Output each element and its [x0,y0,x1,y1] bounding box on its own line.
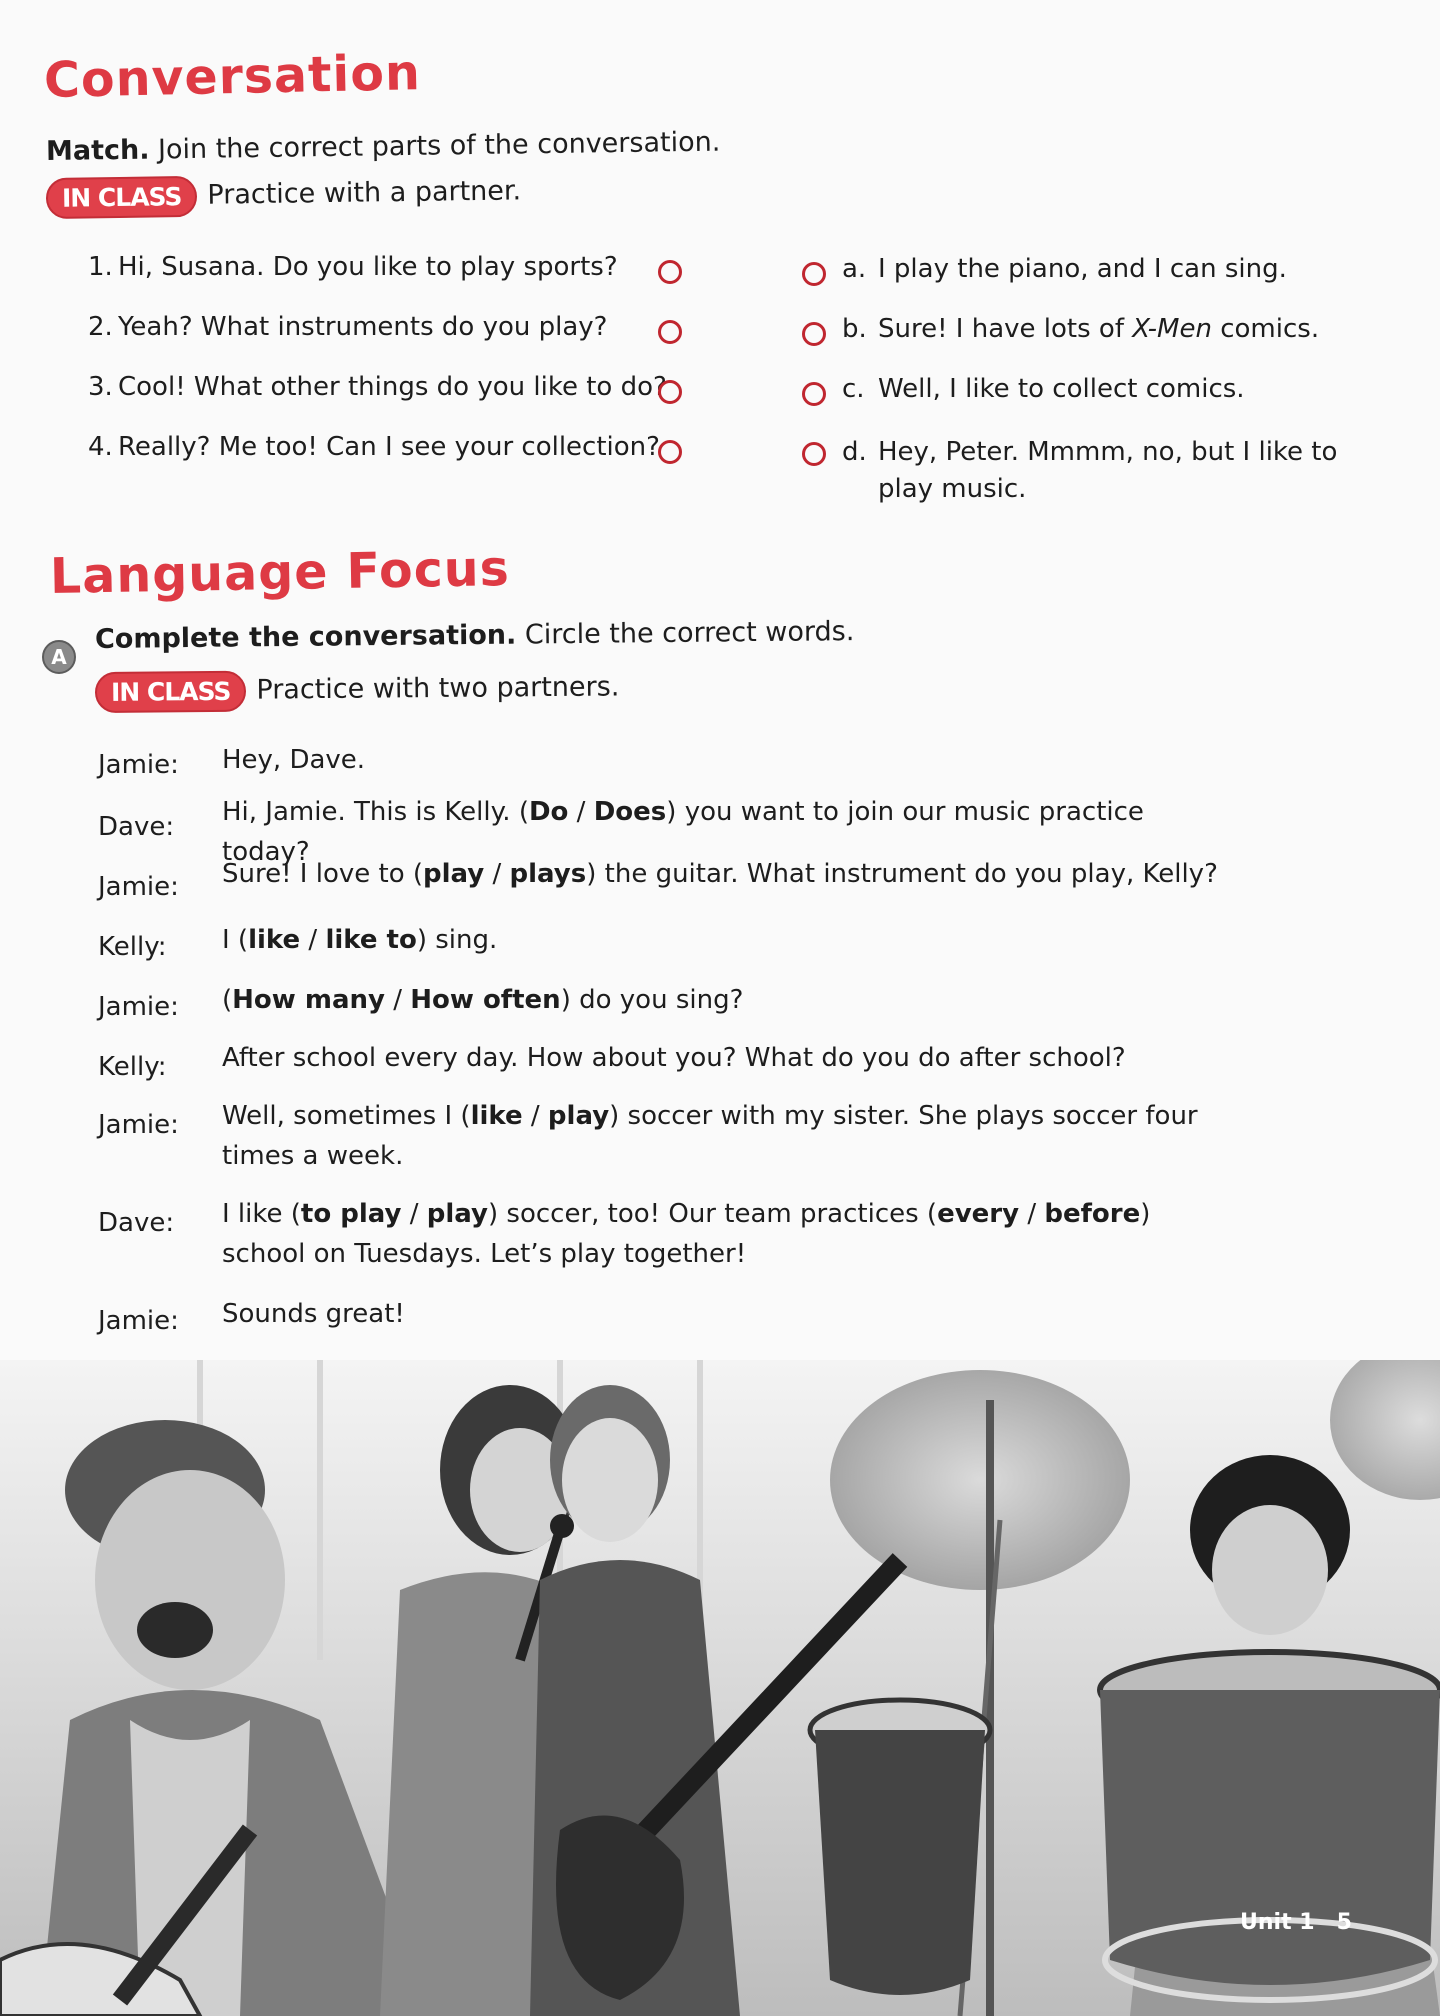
question-number: 3. [88,372,113,402]
line-text: I like ( [222,1199,301,1229]
question-text: Yeah? What instruments do you play? [118,312,608,342]
choice-option[interactable]: like [470,1101,523,1131]
line-text: ) soccer with my sister. She plays soccer four times a week. [222,1101,1198,1171]
practice-instruction [46,171,522,219]
dialogue-line [222,1294,1222,1334]
match-dot-d[interactable] [802,442,826,466]
line-text: / [384,985,411,1015]
answer-letter: d. [842,437,867,467]
line-text: Well, sometimes I ( [222,1101,471,1131]
conversation-title: Conversation [43,44,422,109]
line-text: ) soccer, too! Our team practices ( [488,1199,938,1229]
choice-option[interactable]: How often [410,985,561,1015]
question-1 [88,252,618,282]
speaker: Jamie: [98,1306,179,1336]
answer-text: I play the piano, and I can sing. [878,254,1287,284]
question-text: Cool! What other things do you like to do? [118,372,667,402]
choice-option[interactable]: Does [593,797,667,827]
dialogue-line [222,1194,1212,1274]
band-photo [0,1360,1440,2016]
band-photo-illustration [0,1360,1440,2016]
line-text: ) the guitar. What instrument do you play, Kelly? [586,859,1218,889]
question-4 [88,432,660,462]
line-text: ) do you sing? [560,985,744,1015]
choice-option[interactable]: like to [325,925,417,955]
question-3 [88,372,667,402]
complete-text: Circle the correct words. [516,616,855,651]
line-text: / [300,925,326,955]
dialogue-line [222,980,1222,1020]
line-text: Hi, Jamie. This is Kelly. ( [222,797,529,827]
speaker: Jamie: [98,872,179,902]
practice-instruction-2 [95,667,620,713]
speaker: Dave: [98,812,175,842]
line-text: Hey, Dave. [222,745,366,775]
line-text: ) school on Tuesdays. Let’s play together! [222,1199,1151,1269]
line-text: / [401,1199,427,1229]
choice-option[interactable]: How many [232,985,385,1015]
match-dot-q4[interactable] [658,440,682,464]
choice-option[interactable]: before [1044,1199,1141,1229]
line-text: ( [222,985,233,1015]
choice-option[interactable]: play [547,1101,610,1131]
question-number: 1. [88,252,113,282]
dialogue-line [222,1096,1212,1176]
speaker: Kelly: [98,932,167,962]
choice-option[interactable]: Do [528,797,569,827]
question-text: Really? Me too! Can I see your collection? [118,432,660,462]
match-dot-a[interactable] [802,262,826,286]
choice-option[interactable]: every [937,1199,1020,1229]
line-text: / [568,797,594,827]
match-text: Join the correct parts of the conversation. [149,126,721,166]
line-text: ) you want to join our music practice today? [222,797,1144,867]
match-dot-q3[interactable] [658,380,682,404]
match-dot-c[interactable] [802,382,826,406]
answer-text-line2: play music. [878,474,1027,504]
question-number: 4. [88,432,113,462]
dialogue-line [222,1038,1222,1078]
answer-letter: b. [842,314,867,344]
exercise-a-marker: A [42,640,76,674]
in-class-badge: IN CLASS [95,671,247,713]
answer-text: Well, I like to collect comics. [878,374,1245,404]
answer-a [842,254,1287,284]
unit-label: Unit 1 [1240,1910,1315,1935]
line-text: Sure! I love to ( [222,859,424,889]
choice-option[interactable]: plays [509,859,587,889]
language-focus-title: Language Focus [49,539,511,605]
dialogue-line [222,740,1222,780]
speaker: Jamie: [98,1110,179,1140]
match-dot-b[interactable] [802,322,826,346]
speaker: Dave: [98,1208,175,1238]
line-text: I ( [222,925,249,955]
answer-text: Sure! I have lots of [878,314,1133,344]
choice-option[interactable]: to play [300,1199,402,1229]
speaker: Jamie: [98,750,179,780]
answer-c [842,374,1245,404]
line-text: ) sing. [416,925,498,955]
in-class-badge: IN CLASS [46,176,198,219]
practice-text: Practice with a partner. [207,175,522,211]
complete-bold: Complete the conversation. [94,619,517,655]
answer-text: Hey, Peter. Mmmm, no, but I like to [878,437,1338,467]
answer-italic: X-Men [1132,314,1212,344]
question-text: Hi, Susana. Do you like to play sports? [118,252,618,282]
question-number: 2. [88,312,113,342]
dialogue-line [222,920,1222,960]
match-dot-q2[interactable] [658,320,682,344]
answer-text: comics. [1211,314,1320,344]
choice-option[interactable]: play [426,1199,488,1229]
line-text: / [522,1101,548,1131]
practice-text: Practice with two partners. [256,671,620,706]
match-bold: Match. [45,134,150,167]
answer-d [842,434,1337,508]
question-2 [88,312,607,342]
speaker: Kelly: [98,1052,167,1082]
page-footer [1240,1910,1352,1935]
answer-letter: c. [842,374,865,404]
answer-letter: a. [842,254,867,284]
choice-option[interactable]: play [423,859,485,889]
answer-b [842,314,1319,344]
page-number: 5 [1336,1910,1352,1935]
line-text: / [484,859,510,889]
speaker: Jamie: [98,992,179,1022]
match-instruction [46,127,721,167]
line-text: After school every day. How about you? What do you do after school? [222,1043,1126,1073]
match-dot-q1[interactable] [658,260,682,284]
line-text: Sounds great! [222,1299,405,1329]
choice-option[interactable]: like [248,925,301,955]
dialogue-line [222,854,1222,894]
line-text: / [1019,1199,1045,1229]
complete-instruction [95,616,855,655]
